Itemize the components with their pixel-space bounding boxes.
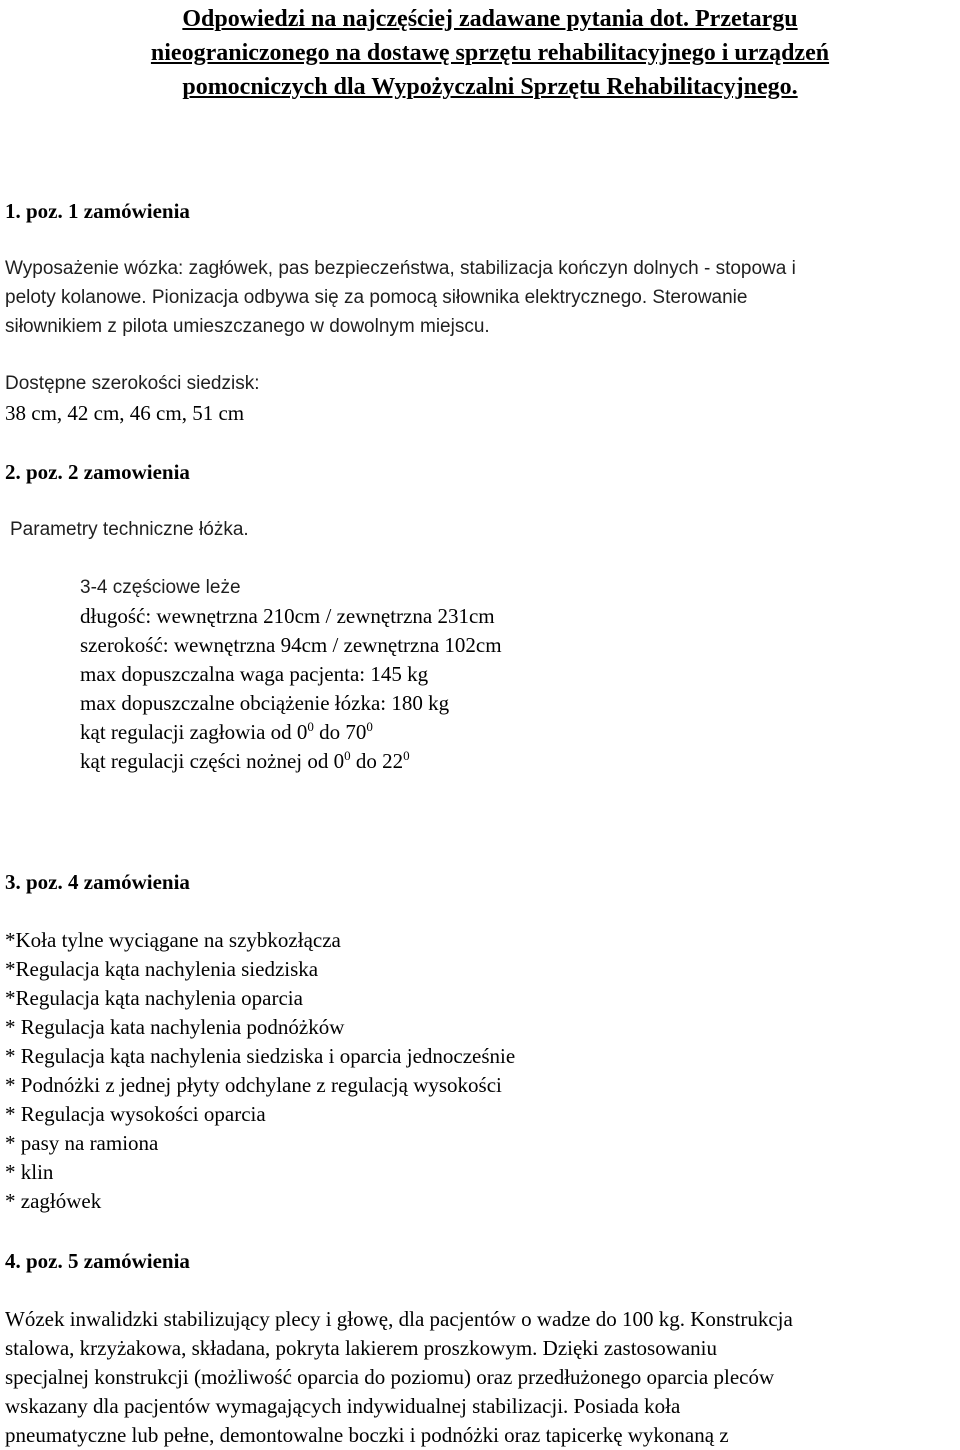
body-line: specjalnej konstrukcji (możliwość oparcia do poziomu) oraz przedłużonego oparcia pleców xyxy=(5,1365,775,1389)
seat-widths-values: 38 cm, 42 cm, 46 cm, 51 cm xyxy=(5,401,245,425)
param-line: 3-4 częściowe leże xyxy=(80,577,241,598)
feature-item: * Regulacja kąta nachylenia siedziska i oparcia jednocześnie xyxy=(5,1044,516,1068)
feature-item: * Podnóżki z jednej płyty odchylane z regulacją wysokości xyxy=(5,1073,502,1097)
section1-body xyxy=(5,254,796,341)
bed-parameters-list xyxy=(80,602,502,776)
body-line: Wyposażenie wózka: zagłówek, pas bezpieczeństwa, stabilizacja kończyn dolnych - stopowa i xyxy=(5,258,796,279)
title-line: nieograniczonego na dostawę sprzętu rehabilitacyjnego i urządzeń xyxy=(150,40,830,66)
body-line: wskazany dla pacjentów wymagających indywidualnej stabilizacji. Posiada koła xyxy=(5,1394,681,1418)
feature-item: * pasy na ramiona xyxy=(5,1131,159,1155)
title-line: Odpowiedzi na najczęściej zadawane pytania dot. Przetargu xyxy=(182,6,798,32)
param-line-angle-head: kąt regulacji zagłowia od $0^0$ do $70^0$ xyxy=(80,719,373,744)
body-line: peloty kolanowe. Pionizacja odbywa się za pomocą siłownika elektrycznego. Sterowanie xyxy=(5,287,748,308)
feature-item: *Regulacja kąta nachylenia oparcia xyxy=(5,986,303,1010)
param-line-angle-foot: kąt regulacji części nożnej od $0^0$ do $22^0$ xyxy=(80,748,410,773)
feature-item: *Regulacja kąta nachylenia siedziska xyxy=(5,957,319,981)
section1-heading: 1. poz. 1 zamówienia xyxy=(5,199,190,223)
feature-item: *Koła tylne wyciągane na szybkozłącza xyxy=(5,928,341,952)
feature-item: * Regulacja wysokości oparcia xyxy=(5,1102,266,1126)
param-line: max dopuszczalna waga pacjenta: 145 kg xyxy=(80,662,429,686)
param-line: max dopuszczalne obciążenie łózka: 180 kg xyxy=(80,691,450,715)
bed-parameters xyxy=(80,573,241,602)
wheelchair-features-list xyxy=(5,926,515,1216)
section2-subheading: Parametry techniczne łóżka. xyxy=(10,519,249,540)
section2-heading: 2. poz. 2 zamowienia xyxy=(5,460,190,484)
param-line: szerokość: wewnętrzna 94cm / zewnętrzna 102cm xyxy=(80,633,502,657)
body-line: pneumatyczne lub pełne, demontowalne boczki i podnóżki oraz tapicerkę wykonaną z xyxy=(5,1423,729,1447)
seat-widths xyxy=(5,369,260,398)
title-line: pomocniczych dla Wypożyczalni Sprzętu Rehabilitacyjnego. xyxy=(182,74,798,100)
body-line: stalowa, krzyżakowa, składana, pokryta lakierem proszkowym. Dzięki zastosowaniu xyxy=(5,1336,718,1360)
feature-item: * Regulacja kata nachylenia podnóżków xyxy=(5,1015,345,1039)
param-line: długość: wewnętrzna 210cm / zewnętrzna 231cm xyxy=(80,604,495,628)
section4-heading: 4. poz. 5 zamówienia xyxy=(5,1249,190,1273)
seat-widths-label: Dostępne szerokości siedzisk: xyxy=(5,373,260,394)
body-line: Wózek inwalidzki stabilizujący plecy i głowę, dla pacjentów o wadze do 100 kg. Konstrukcja xyxy=(5,1307,793,1331)
feature-item: * klin xyxy=(5,1160,54,1184)
feature-item: * zagłówek xyxy=(5,1189,102,1213)
body-line: siłownikiem z pilota umieszczanego w dowolnym miejscu. xyxy=(5,316,490,337)
section4-body xyxy=(5,1305,793,1450)
document-title xyxy=(60,2,920,104)
section3-heading: 3. poz. 4 zamówienia xyxy=(5,870,190,894)
